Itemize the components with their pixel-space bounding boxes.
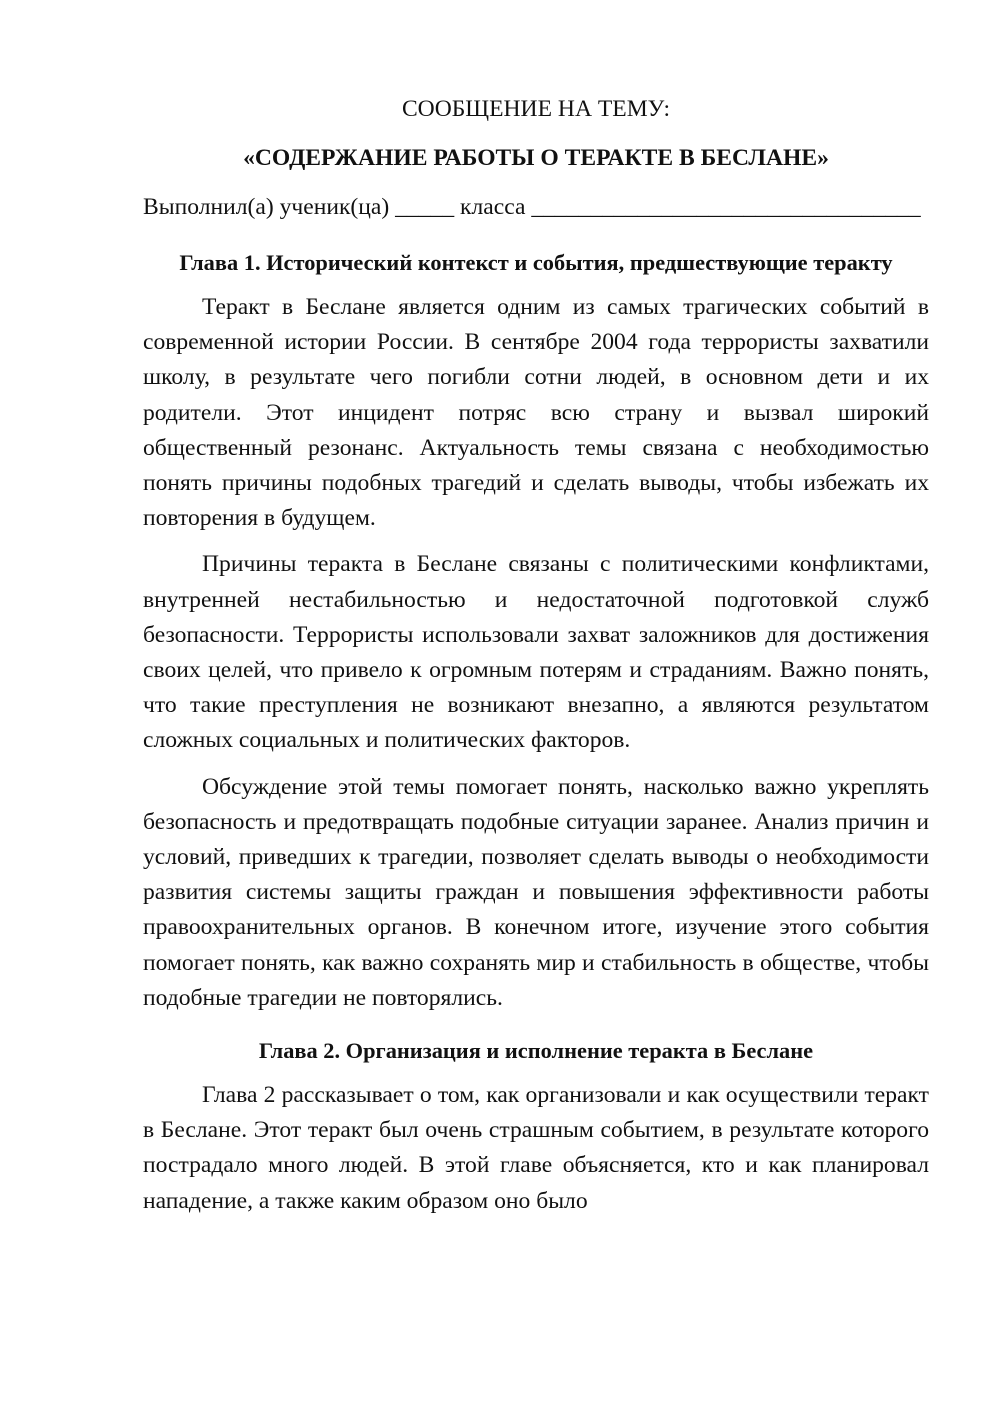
chapter-1 xyxy=(143,245,929,1016)
document-title: СООБЩЕНИЕ НА ТЕМУ: xyxy=(401,96,671,122)
author-line: Выполнил(а) ученик(ца) _____ класса _________________________________ xyxy=(143,194,921,220)
chapter-1-paragraph-3: Обсуждение этой темы помогает понять, насколько важно укреплять безопасность и предотвращать подобные ситуации заранее. Анализ причин и условий, приведших к трагедии, позволяет сделать выводы о необходимости развития системы защиты граждан и повышения эффективности работы правоохранительных органов. В конечном итоге, изучение этого события помогает понять, как важно сохранять мир и стабильность в обществе, чтобы подобные трагедии не повторялись. xyxy=(143,773,929,1011)
chapter-1-paragraph-2: Причины теракта в Беслане связаны с политическими конфликтами, внутренней нестабильностью и недостаточной подготовкой служб безопасности. Террористы использовали захват заложников для достижения своих целей, что привело к огромным потерям и страданиям. Важно понять, что такие преступления не возникают внезапно, а являются результатом сложных социальных и политических факторов. xyxy=(143,551,929,754)
document-page xyxy=(143,92,929,1219)
chapter-1-heading: Глава 1. Исторический контекст и события, предшествующие теракту xyxy=(179,250,893,275)
chapter-2 xyxy=(143,1033,929,1219)
chapter-2-heading: Глава 2. Организация и исполнение теракта в Беслане xyxy=(258,1038,814,1064)
chapter-2-paragraph-1: Глава 2 рассказывает о том, как организовали и как осуществили теракт в Беслане. Этот теракт был очень страшным событием, в результате которого пострадало много людей. В этой главе объясняется, кто и как планировал нападение, а также каким образом оно было xyxy=(143,1082,929,1214)
chapter-1-paragraph-1: Теракт в Беслане является одним из самых трагических событий в современной истории России. В сентябре 2004 года террористы захватили школу, в результате чего погибли сотни людей, в основном дети и их родители. Этот инцидент потряс всю страну и вызвал широкий общественный резонанс. Актуальность темы связана с необходимостью понять причины подобных трагедий и сделать выводы, чтобы избежать их повторения в будущем. xyxy=(143,294,929,532)
document-subtitle: «СОДЕРЖАНИЕ РАБОТЫ О ТЕРАКТЕ В БЕСЛАНЕ» xyxy=(243,145,829,171)
